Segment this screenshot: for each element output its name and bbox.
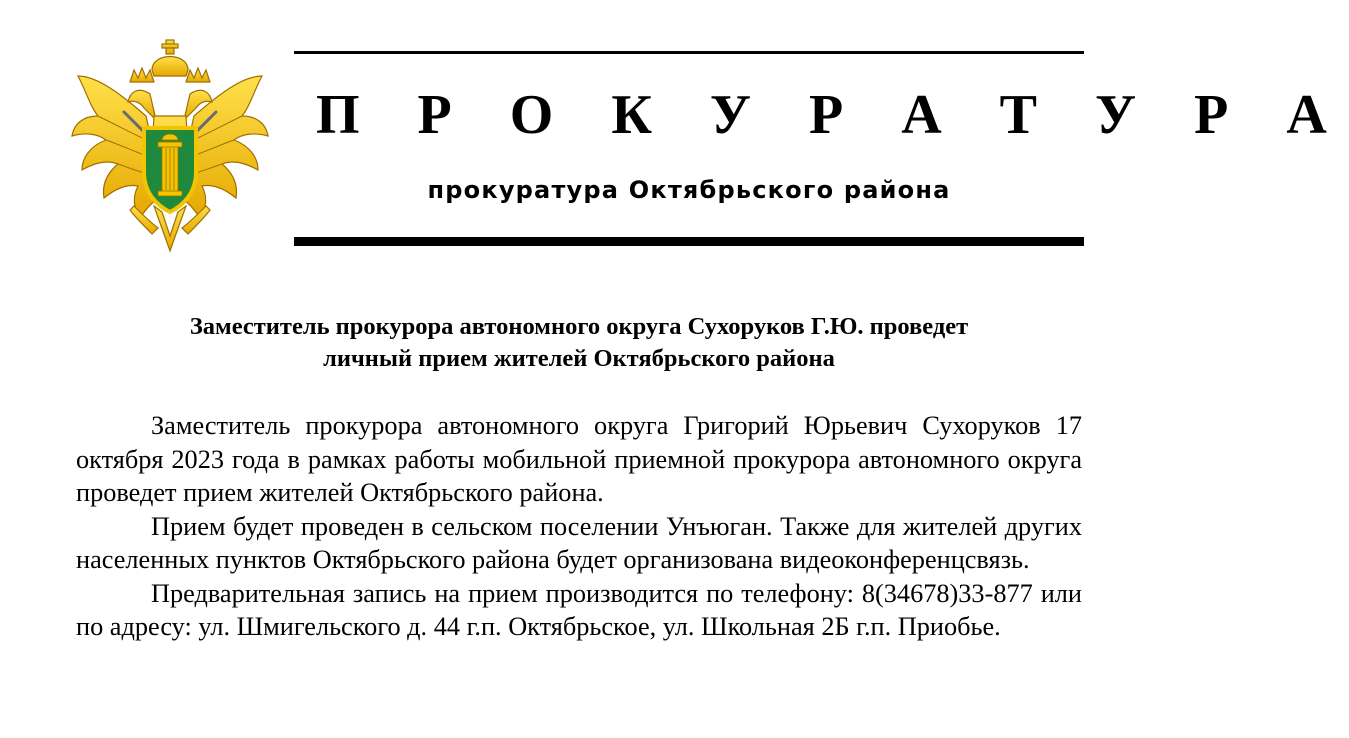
article-headline [76,311,1082,375]
masthead-title: П Р О К У Р А Т У Р А [316,84,1349,146]
body-paragraph: Заместитель прокурора автономного округа Григорий Юрьевич Сухоруков 17 октября 2023 года в рамках работы мобильной приемной прокурора автономного округа проведет прием жителей Октябрьского района. [76,411,1082,507]
article-body [76,409,1082,644]
masthead-subtitle: прокуратура Октябрьского района [427,176,951,204]
prosecutor-emblem-icon [68,36,272,258]
masthead-bottom-rule [294,237,1084,246]
masthead-top-rule [294,51,1084,54]
body-paragraph: Предварительная запись на прием производится по телефону: 8(34678)33-877 или по адресу: ул. Шмигельского д. 44 г.п. Октябрьское, ул. Школьная 2Б г.п. Приобье. [76,578,1082,641]
headline-line-1: Заместитель прокурора автономного округа Сухоруков Г.Ю. проведет [189,313,969,340]
headline-line-2: личный прием жителей Октябрьского района [323,345,835,372]
body-paragraph: Прием будет проведен в сельском поселении Унъюган. Также для жителей других населенных пунктов Октябрьского района будет организована видеоконференцсвязь. [76,511,1082,574]
